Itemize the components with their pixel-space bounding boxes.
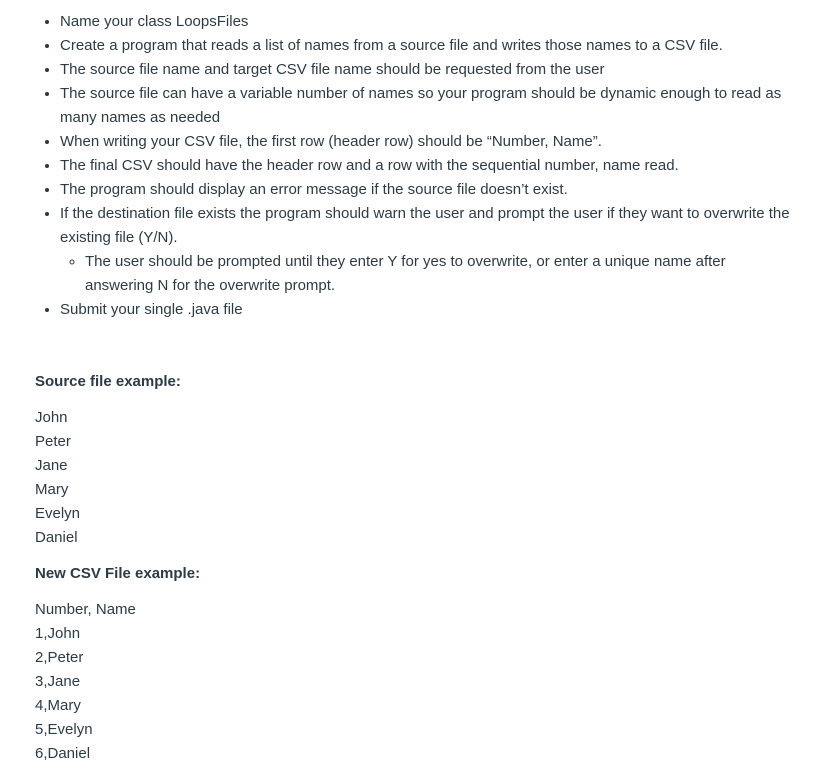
requirement-item: • The source file can have a variable number of names so your program should be dynamic enough to read as many names as needed [60, 82, 795, 130]
source-line: Jane [35, 457, 68, 474]
csv-line: 2,Peter [35, 649, 84, 666]
csv-line: 6,Daniel [35, 745, 91, 762]
requirement-item: • The final CSV should have the header row and a row with the sequential number, name read. [60, 154, 795, 178]
requirement-item: • The program should display an error message if the source file doesn’t exist. [60, 178, 795, 202]
csv-line: 4,Mary [35, 697, 81, 714]
requirement-item: • Name your class LoopsFiles [60, 10, 795, 34]
assignment-content [35, 10, 795, 766]
csv-line: 1,John [35, 625, 81, 642]
requirement-text: If the destination file exists the program should warn the user and prompt the user if they want to overwrite the existing file (Y/N). [60, 205, 790, 246]
csv-line: 5,Evelyn [35, 721, 93, 738]
source-line: Mary [35, 481, 69, 498]
csv-line: 3,Jane [35, 673, 81, 690]
csv-line: Number, Name [35, 601, 136, 618]
source-example-lines [35, 406, 795, 550]
csv-example-heading: New CSV File example: [35, 565, 201, 582]
source-line: John [35, 409, 68, 426]
requirement-item-overwrite [60, 202, 795, 298]
source-line: Daniel [35, 529, 78, 546]
source-example-heading: Source file example: [35, 373, 181, 390]
requirement-item: • Submit your single .java file [60, 298, 795, 322]
sub-requirements-list [60, 250, 795, 298]
requirement-item: • When writing your CSV file, the first row (header row) should be “Number, Name”. [60, 130, 795, 154]
source-line: Evelyn [35, 505, 81, 522]
requirements-list [35, 10, 795, 322]
requirement-item: • The source file name and target CSV file name should be requested from the user [60, 58, 795, 82]
requirement-item: • Create a program that reads a list of names from a source file and writes those names to a CSV file. [60, 34, 795, 58]
csv-example-lines [35, 598, 795, 766]
source-line: Peter [35, 433, 71, 450]
sub-requirement-item: ◦ The user should be prompted until they enter Y for yes to overwrite, or enter a unique name after answering N for the overwrite prompt. [85, 250, 795, 298]
